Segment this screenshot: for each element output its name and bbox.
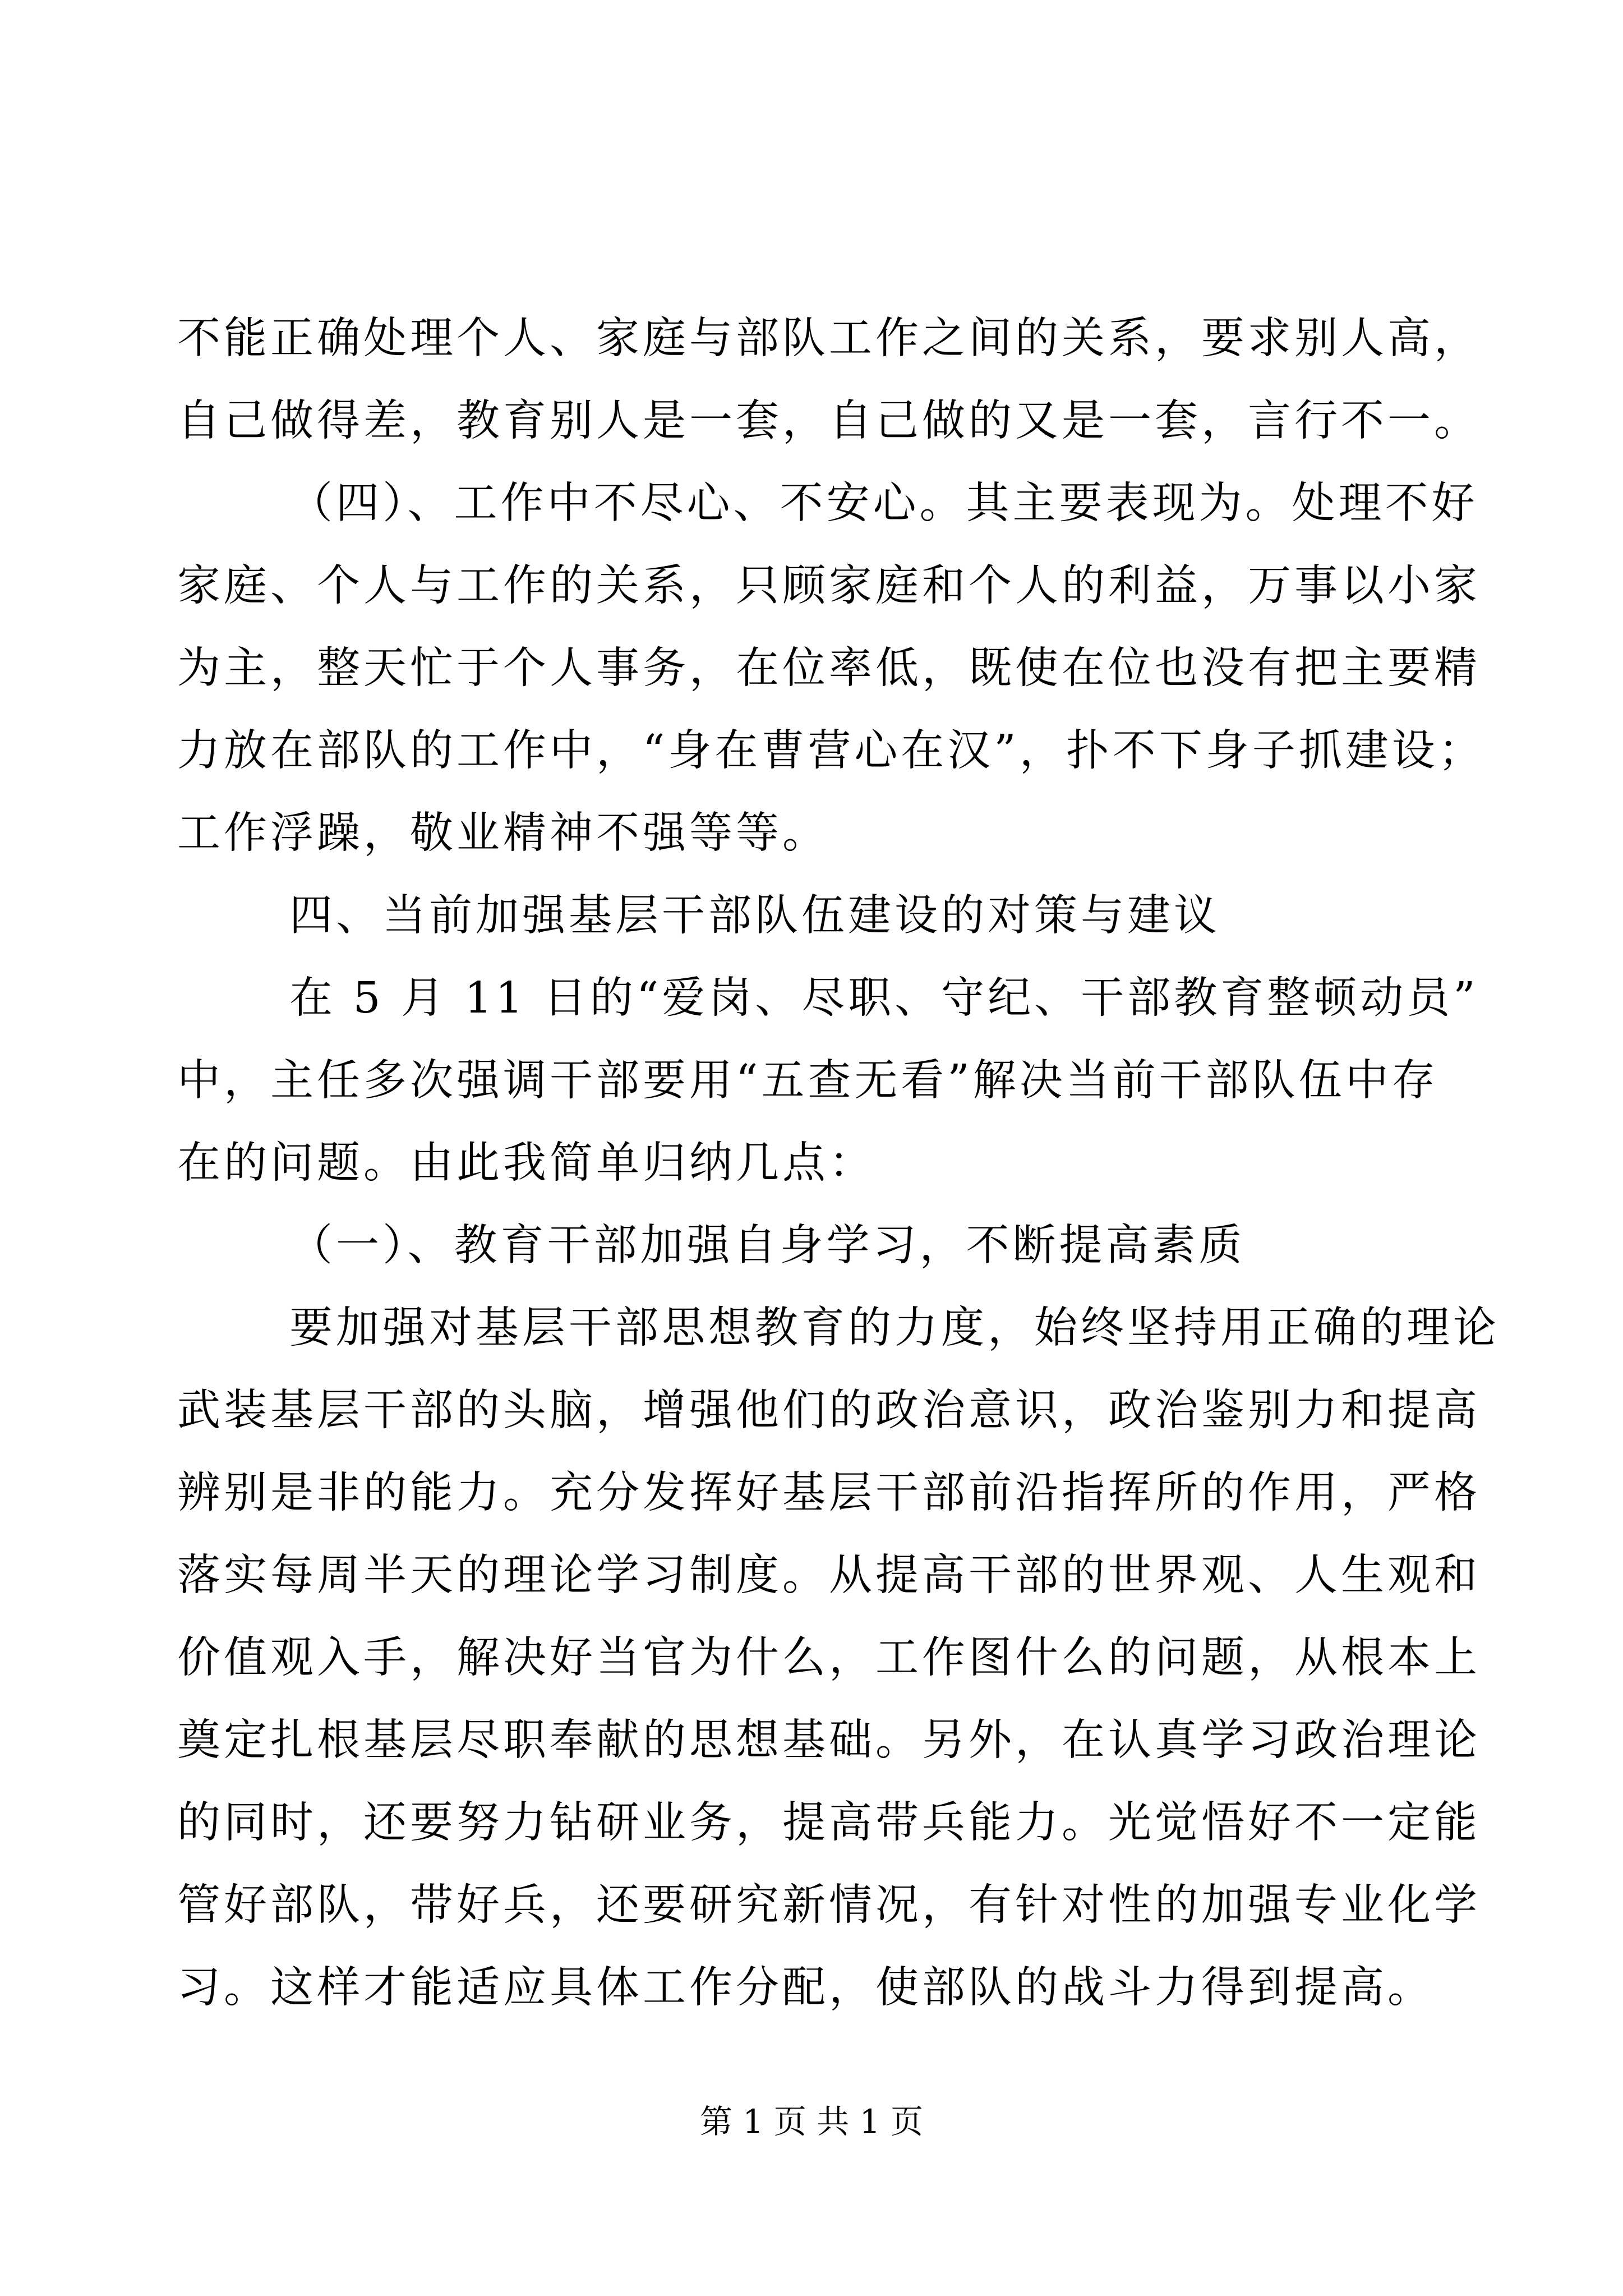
paragraph-start: 在 5 月 11 日的“爱岗、尽职、守纪、干部教育整顿动员” [289, 973, 1479, 1023]
page-footer: 第 1 页 共 1 页 [700, 2102, 923, 2141]
text-line: 习。这样才能适应具体工作分配，使部队的战斗力得到提高。 [177, 1963, 1434, 2013]
text-line: 为主，整天忙于个人事务，在位率低，既使在位也没有把主要精 [177, 643, 1481, 693]
text-line: 辨别是非的能力。充分发挥好基层干部前沿指挥所的作用，严格 [177, 1468, 1481, 1518]
paragraph-start: 要加强对基层干部思想教育的力度，始终坚持用正确的理论 [289, 1303, 1500, 1353]
text-line: 价值观入手，解决好当官为什么，工作图什么的问题，从根本上 [177, 1633, 1481, 1683]
text-line: 力放在部队的工作中，“身在曹营心在汉”，扑不下身子抓建设； [177, 726, 1485, 776]
document-body [177, 297, 1500, 2029]
text-line: 工作浮躁，敬业精神不强等等。 [177, 808, 829, 858]
text-line: 奠定扎根基层尽职奉献的思想基础。另外，在认真学习政治理论 [177, 1715, 1481, 1765]
text-line: 管好部队，带好兵，还要研究新情况，有针对性的加强专业化学 [177, 1880, 1481, 1930]
text-line: 自己做得差，教育别人是一套，自己做的又是一套，言行不一。 [177, 396, 1481, 446]
text-line: 落实每周半天的理论学习制度。从提高干部的世界观、人生观和 [177, 1550, 1481, 1600]
text-line: 中，主任多次强调干部要用“五查无看”解决当前干部队伍中存 [177, 1056, 1438, 1106]
section-heading-one: （一）、教育干部加强自身学习，不断提高素质 [289, 1221, 1246, 1271]
text-line: 不能正确处理个人、家庭与部队工作之间的关系，要求别人高， [177, 314, 1481, 364]
section-heading-four: （四）、工作中不尽心、不安心。其主要表现为。处理不好 [289, 478, 1478, 528]
text-line: 家庭、个人与工作的关系，只顾家庭和个人的利益，万事以小家 [177, 561, 1481, 611]
text-line: 武装基层干部的头脑，增强他们的政治意识，政治鉴别力和提高 [177, 1386, 1481, 1435]
text-line: 的同时，还要努力钻研业务，提高带兵能力。光觉悟好不一定能 [177, 1798, 1481, 1848]
chapter-heading: 四、当前加强基层干部队伍建设的对策与建议 [289, 891, 1220, 941]
text-line: 在的问题。由此我简单归纳几点： [177, 1138, 875, 1188]
